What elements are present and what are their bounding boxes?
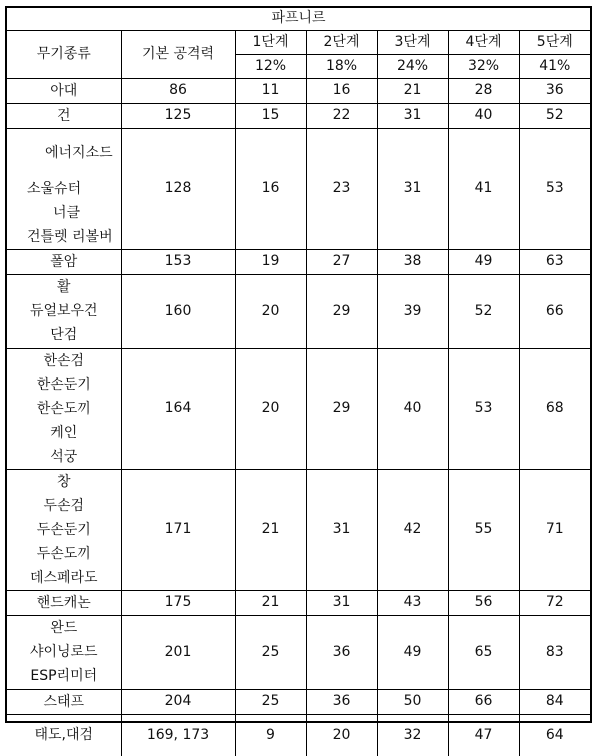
base-attack-cell: 204 [121,689,235,714]
header-row [7,30,590,54]
weapon-type-cell [7,274,121,348]
header-stage-5: 5단계 [519,30,590,54]
stage-4-value-cell: 28 [448,78,519,103]
stage-5-value-cell: 63 [519,249,590,274]
stage-4-value-cell: 41 [448,128,519,249]
weapon-type-cell [7,590,121,615]
stage-4-value-cell: 52 [448,274,519,348]
weapon-name: 한손도끼 [36,400,91,417]
weapon-name: 건 [56,107,71,124]
fafnir-table-frame [5,6,592,744]
weapon-name: 샤이닝로드 [29,644,98,660]
weapon-name: 핸드캐논 [36,594,91,611]
weapon-name: 창 [56,473,71,490]
weapon-type-cell [7,615,121,689]
weapon-type-cell [7,128,121,249]
stage-4-value-cell: 65 [448,615,519,689]
weapon-name: 태도,대검 [34,727,94,744]
table-row [7,615,590,689]
header-weapon-type: 무기종류 [7,30,121,78]
base-attack-cell: 169, 173 [121,714,235,756]
stage-4-value-cell: 47 [448,714,519,756]
stage-3-value-cell: 50 [377,689,448,714]
weapon-name: 스태프 [43,693,85,710]
weapon-name: 듀얼보우건 [29,303,98,319]
weapon-name: 너클 [53,204,81,221]
table-title: 파프니르 [7,8,590,30]
weapon-type-cell [7,469,121,590]
header-stage-4: 4단계 [448,30,519,54]
weapon-name: 소울슈터 [27,180,82,197]
base-attack-cell: 128 [121,128,235,249]
stage-1-value-cell: 20 [235,348,306,469]
percent-stage-3: 24% [377,54,448,78]
stage-3-value-cell: 49 [377,615,448,689]
title-row [7,8,590,30]
stage-1-value-cell: 19 [235,249,306,274]
table-row [7,348,590,469]
weapon-name: 단검 [50,327,78,343]
stage-2-value-cell: 27 [306,249,377,274]
table-row [7,469,590,590]
stage-5-value-cell: 83 [519,615,590,689]
header-stage-3: 3단계 [377,30,448,54]
stage-3-value-cell: 38 [377,249,448,274]
stage-2-value-cell: 29 [306,348,377,469]
table-row [7,274,590,348]
stage-2-value-cell: 31 [306,590,377,615]
weapon-name: 건틀렛 리볼버 [27,228,113,245]
stage-5-value-cell: 53 [519,128,590,249]
stage-5-value-cell: 68 [519,348,590,469]
stage-5-value-cell: 72 [519,590,590,615]
stage-4-value-cell: 53 [448,348,519,469]
percent-stage-1: 12% [235,54,306,78]
table-body [7,8,590,756]
weapon-name: 에너지소드 [45,144,113,161]
table-row [7,103,590,128]
weapon-name: 두손도끼 [36,545,91,562]
header-stage-2: 2단계 [306,30,377,54]
stage-5-value-cell: 66 [519,274,590,348]
percent-stage-4: 32% [448,54,519,78]
stage-1-value-cell: 21 [235,469,306,590]
stage-4-value-cell: 56 [448,590,519,615]
stage-4-value-cell: 55 [448,469,519,590]
stage-4-value-cell: 40 [448,103,519,128]
stage-2-value-cell: 22 [306,103,377,128]
stage-2-value-cell: 36 [306,689,377,714]
weapon-name: 완드 [50,620,78,636]
stage-3-value-cell: 31 [377,128,448,249]
stage-3-value-cell: 40 [377,348,448,469]
stage-1-value-cell: 20 [235,274,306,348]
base-attack-cell: 164 [121,348,235,469]
weapon-type-cell [7,78,121,103]
base-attack-cell: 175 [121,590,235,615]
base-attack-cell: 86 [121,78,235,103]
stage-1-value-cell: 21 [235,590,306,615]
stage-2-value-cell: 23 [306,128,377,249]
base-attack-cell: 201 [121,615,235,689]
stage-1-value-cell: 9 [235,714,306,756]
weapon-type-cell [7,714,121,756]
weapon-name: 케인 [50,424,78,441]
table-row [7,714,590,756]
weapon-type-cell [7,103,121,128]
weapon-name: 아대 [50,82,78,99]
stage-1-value-cell: 15 [235,103,306,128]
base-attack-cell: 160 [121,274,235,348]
table-row [7,590,590,615]
stage-5-value-cell: 64 [519,714,590,756]
stage-3-value-cell: 42 [377,469,448,590]
stage-3-value-cell: 39 [377,274,448,348]
base-attack-cell: 153 [121,249,235,274]
stage-1-value-cell: 16 [235,128,306,249]
stage-3-value-cell: 21 [377,78,448,103]
weapon-name: 한손검 [43,352,85,369]
stage-3-value-cell: 31 [377,103,448,128]
weapon-name: 석궁 [50,448,78,465]
table-row [7,78,590,103]
weapon-name: 두손둔기 [36,521,91,538]
stage-2-value-cell: 36 [306,615,377,689]
table-row [7,249,590,274]
weapon-name: 폴암 [50,253,78,270]
stage-3-value-cell: 32 [377,714,448,756]
stage-2-value-cell: 31 [306,469,377,590]
base-attack-cell: 125 [121,103,235,128]
stage-4-value-cell: 66 [448,689,519,714]
table-row [7,689,590,714]
stage-1-value-cell: 11 [235,78,306,103]
fafnir-attack-table [7,8,590,756]
weapon-name: ESP리미터 [30,668,98,684]
weapon-name: 데스페라도 [29,569,98,586]
header-stage-1: 1단계 [235,30,306,54]
stage-2-value-cell: 16 [306,78,377,103]
table-row [7,128,590,249]
stage-3-value-cell: 43 [377,590,448,615]
weapon-type-cell [7,689,121,714]
percent-stage-2: 18% [306,54,377,78]
stage-2-value-cell: 20 [306,714,377,756]
stage-5-value-cell: 84 [519,689,590,714]
header-base-attack: 기본 공격력 [121,30,235,78]
stage-1-value-cell: 25 [235,689,306,714]
weapon-name: 두손검 [43,497,85,514]
weapon-name: 한손둔기 [36,376,91,393]
stage-2-value-cell: 29 [306,274,377,348]
weapon-type-cell [7,348,121,469]
percent-stage-5: 41% [519,54,590,78]
stage-5-value-cell: 71 [519,469,590,590]
stage-5-value-cell: 52 [519,103,590,128]
stage-4-value-cell: 49 [448,249,519,274]
base-attack-cell: 171 [121,469,235,590]
stage-5-value-cell: 36 [519,78,590,103]
weapon-name: 활 [56,279,71,295]
weapon-type-cell [7,249,121,274]
stage-1-value-cell: 25 [235,615,306,689]
